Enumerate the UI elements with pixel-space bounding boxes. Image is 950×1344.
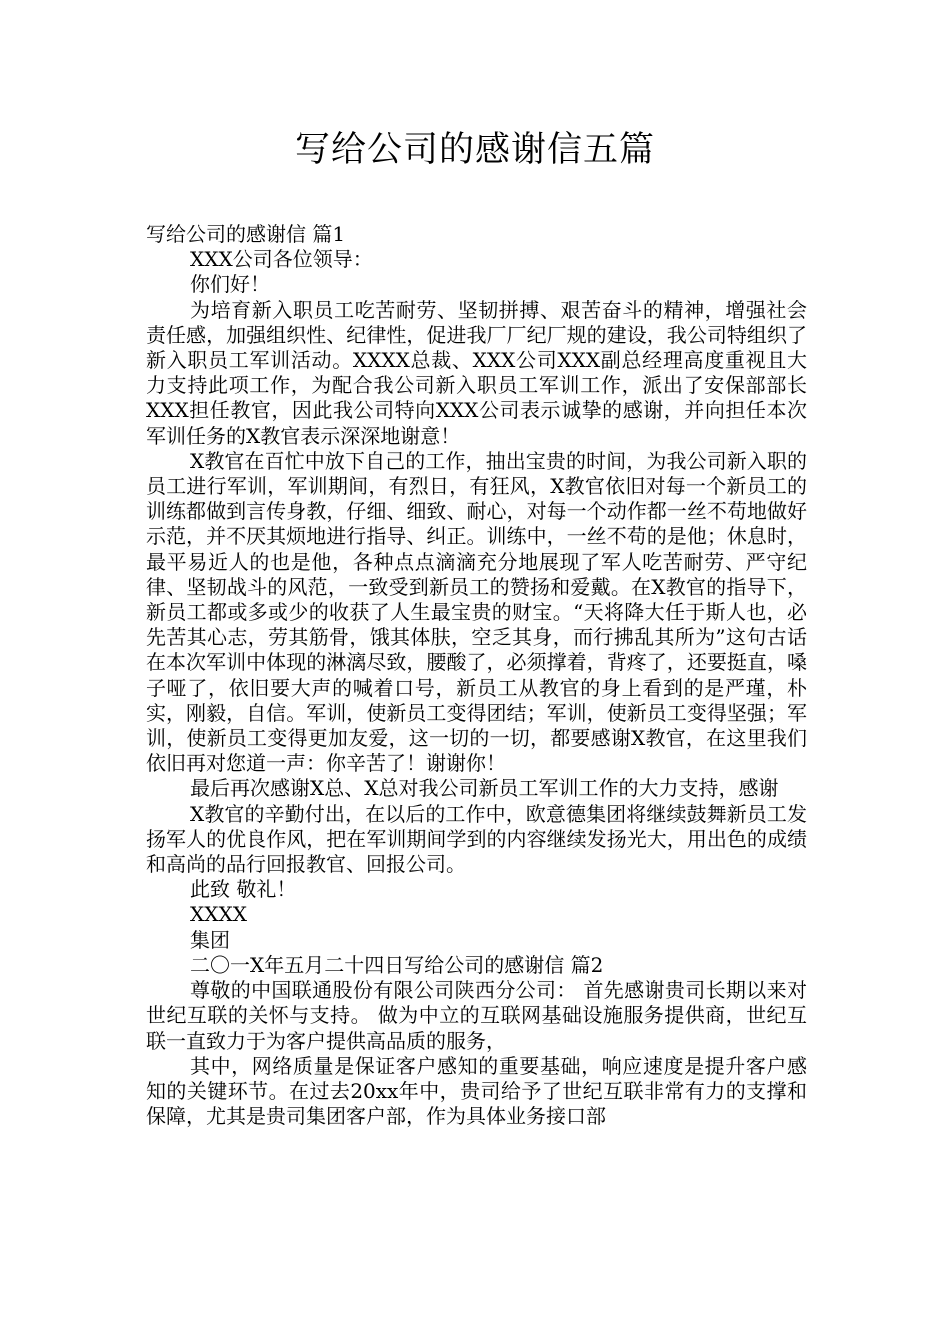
body-paragraph: X教官在百忙中放下自己的工作，抽出宝贵的时间，为我公司新入职的员工进行军训，军训期间，有烈日，有狂风，X教官依旧对每一个新员工的训练都做到言传身教，仔细、细致、耐心，对每一个动作都一丝不苟地做好示范，并不厌其烦地进行指导、纠正。训练中，一丝不苟的是他；休息时，最平易近人的也是他，各种点点滴滴充分地展现了军人吃苦耐劳、严守纪律、坚韧战斗的风范，一致受到新员工的赞扬和爱戴。在X教官的指导下，新员工都或多或少的收获了人生最宝贵的财宝。“天将降大任于斯人也，必先苦其心志，劳其筋骨，饿其体肤，空乏其身，而行拂乱其所为”这句古话在本次军训中体现的淋漓尽致，腰酸了，必须撑着，背疼了，还要挺直，嗓子哑了，依旧要大声的喊着口号，新员工从教官的身上看到的是严瑾，朴实，刚毅，自信。军训，使新员工变得团结；军训，使新员工变得坚强；军训，使新员工变得更加友爱，这一切的一切，都要感谢X教官，在这里我们依旧再对您道一声：你辛苦了！谢谢你！ [146,448,807,776]
signature-line: 集团 [190,927,230,952]
body-paragraph: X教官的辛勤付出，在以后的工作中，欧意德集团将继续鼓舞新员工发扬军人的优良作风，把在军训期间学到的内容继续发扬光大，用出色的成绩和高尚的品行回报教官、回报公司。 [146,801,807,877]
salutation: XXX公司各位领导： [190,247,373,272]
signature-line: XXXX [190,902,247,927]
body-paragraph: 其中，网络质量是保证客户感知的重要基础，响应速度是提升客户感知的关键环节。在过去20xx年中，贵司给予了世纪互联非常有力的支撑和保障，尤其是贵司集团客户部，作为具体业务接口部 [146,1053,807,1129]
section-heading-1: 写给公司的感谢信 篇1 [146,222,346,246]
body-paragraph: 为培育新入职员工吃苦耐劳、坚韧拼搏、艰苦奋斗的精神，增强社会责任感，加强组织性、纪律性，促进我厂厂纪厂规的建设，我公司特组织了新入职员工军训活动。XXXX总裁、XXX公司XXX副总经理高度重视且大力支持此项工作，为配合我公司新入职员工军训工作，派出了安保部部长XXX担任教官，因此我公司特向XXX公司表示诚挚的感谢，并向担任本次军训任务的X教官表示深深地谢意！ [146,297,807,448]
body-paragraph: 尊敬的中国联通股份有限公司陕西分公司： 首先感谢贵司长期以来对世纪互联的关怀与支持。 做为中立的互联网基础设施服务提供商，世纪互联一直致力于为客户提供高品质的服务， [146,978,807,1053]
date-and-heading-2: 二〇一X年五月二十四日写给公司的感谢信 篇2 [190,952,604,977]
closing-line: 此致 敬礼！ [190,877,297,902]
greeting: 你们好！ [190,272,270,297]
document-title: 写给公司的感谢信五篇 [294,130,655,170]
document-body [146,222,807,1129]
body-paragraph: 最后再次感谢X总、X总对我公司新员工军训工作的大力支持，感谢 [190,776,779,801]
